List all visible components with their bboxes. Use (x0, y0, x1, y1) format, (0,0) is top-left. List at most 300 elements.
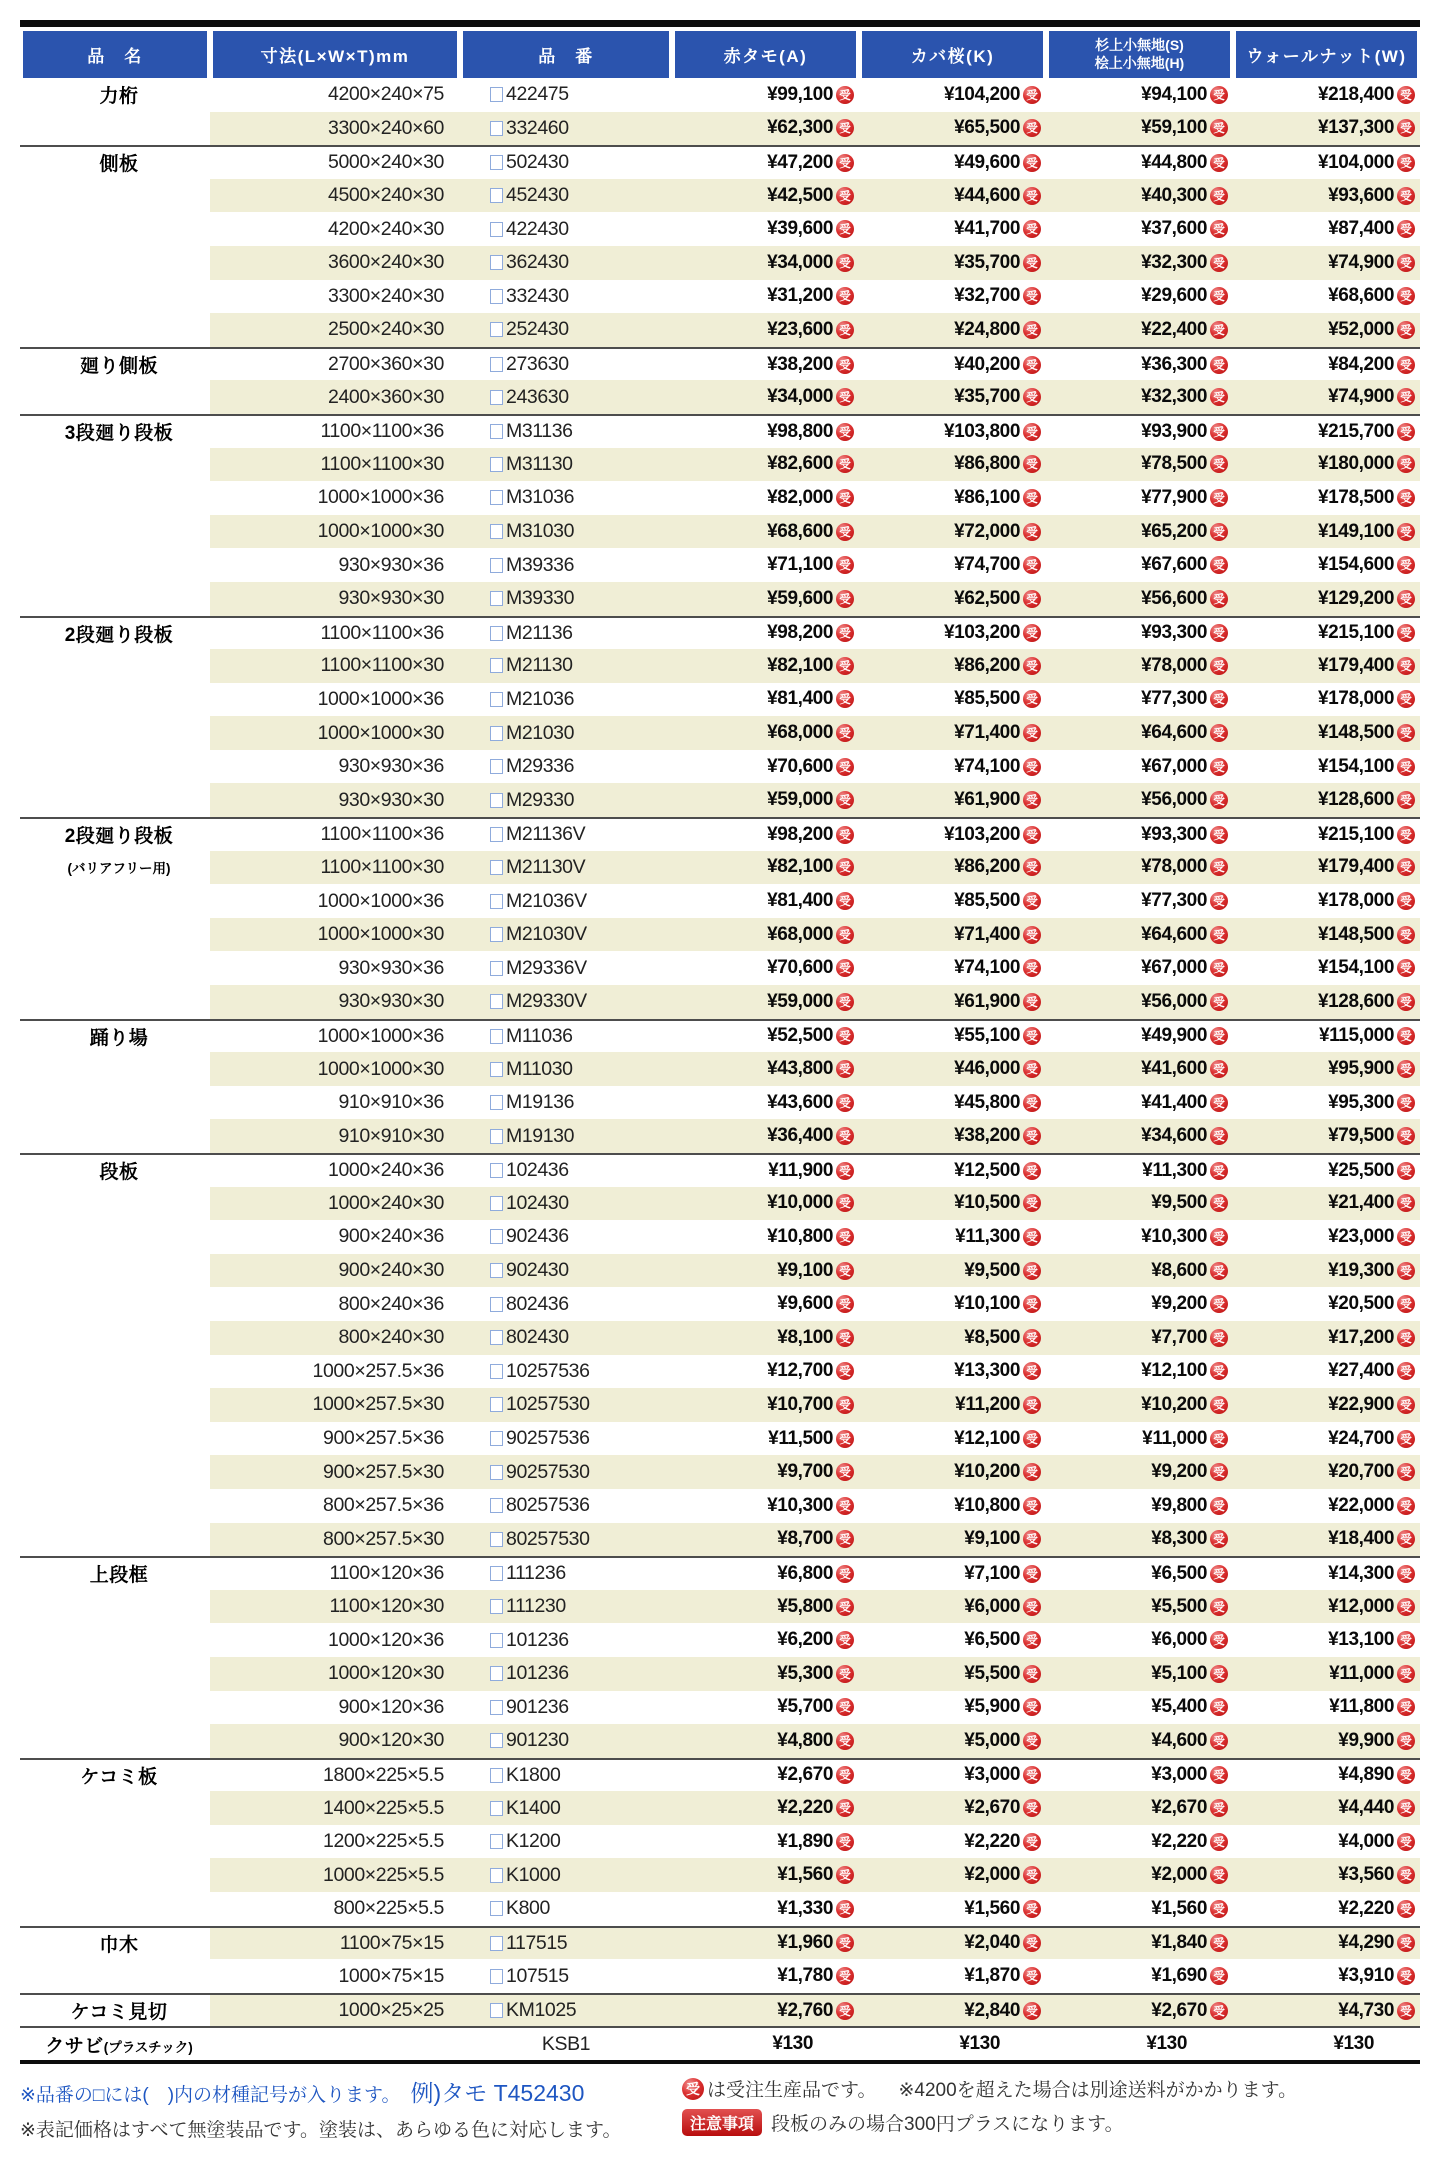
price-cell-walnut: ¥87,400 受 (1233, 212, 1420, 246)
made-to-order-badge: 受 (1210, 1565, 1228, 1583)
made-to-order-badge: 受 (1210, 1396, 1228, 1414)
price-cell-walnut: ¥115,000 受 (1233, 1021, 1420, 1053)
made-to-order-badge: 受 (1023, 1900, 1041, 1918)
price-cell-kabazakura: ¥103,200 受 (859, 819, 1046, 851)
product-name-cell (20, 1086, 210, 1120)
made-to-order-badge: 受 (1023, 1530, 1041, 1548)
price-cell-walnut: ¥52,000 受 (1233, 313, 1420, 347)
price-cell-walnut: ¥4,890 受 (1233, 1760, 1420, 1792)
table-row (20, 1489, 1420, 1523)
dimension-cell: 4200×240×30 (328, 217, 444, 240)
price-cell-kabazakura: ¥86,200 受 (859, 649, 1046, 683)
dimension-cell: 1800×225×5.5 (323, 1763, 444, 1786)
dimension-cell: 1100×1100×36 (320, 621, 444, 644)
made-to-order-badge: 受 (1023, 657, 1041, 675)
made-to-order-badge: 受 (1210, 187, 1228, 205)
made-to-order-badge: 受 (836, 590, 854, 608)
price-cell-sugi-hinoki: ¥41,400 受 (1046, 1086, 1233, 1120)
made-to-order-badge: 受 (1210, 1362, 1228, 1380)
made-to-order-badge: 受 (1210, 1027, 1228, 1045)
price-cell-sugi-hinoki: ¥34,600 受 (1046, 1119, 1233, 1153)
part-number-cell: KSB1 (541, 2032, 591, 2055)
made-to-order-badge: 受 (1210, 388, 1228, 406)
price-cell-akatamo: ¥81,400 受 (672, 683, 859, 717)
material-code-box-icon (490, 961, 503, 976)
made-to-order-badge: 受 (1397, 758, 1415, 776)
price-cell-sugi-hinoki: ¥5,100 受 (1046, 1657, 1233, 1691)
part-number-cell: M29336 (460, 750, 672, 784)
dimension-cell: 930×930×36 (338, 755, 444, 778)
price-cell-walnut: ¥4,730 受 (1233, 1995, 1420, 2027)
part-number-cell: 422475 (460, 78, 672, 112)
made-to-order-badge: 受 (836, 388, 854, 406)
made-to-order-badge: 受 (1023, 356, 1041, 374)
made-to-order-badge: 受 (1397, 926, 1415, 944)
made-to-order-badge: 受 (836, 1362, 854, 1380)
product-name: 巾木 (99, 1934, 139, 1956)
material-code-box-icon (490, 222, 503, 237)
made-to-order-badge: 受 (836, 2002, 854, 2020)
table-row (20, 1791, 1420, 1825)
price-cell-sugi-hinoki: ¥8,300 受 (1046, 1523, 1233, 1557)
made-to-order-badge: 受 (1023, 254, 1041, 272)
material-code-box-icon (490, 1666, 503, 1681)
material-code-box-icon (490, 927, 503, 942)
price-cell-kabazakura: ¥13,300 受 (859, 1355, 1046, 1389)
made-to-order-badge: 受 (1210, 1665, 1228, 1683)
product-name-cell (20, 179, 210, 213)
made-to-order-badge: 受 (1023, 892, 1041, 910)
table-row (20, 1187, 1420, 1221)
made-to-order-badge: 受 (1023, 321, 1041, 339)
table-row (20, 1455, 1420, 1489)
made-to-order-badge: 受 (1023, 287, 1041, 305)
table-row (20, 918, 1420, 952)
price-cell-kabazakura: ¥5,500 受 (859, 1657, 1046, 1691)
price-cell-kabazakura: ¥104,200 受 (859, 78, 1046, 112)
price-cell-akatamo: ¥12,700 受 (672, 1355, 859, 1389)
table-row (20, 750, 1420, 784)
made-to-order-badge: 受 (1397, 1934, 1415, 1952)
made-to-order-badge: 受 (1210, 1866, 1228, 1884)
made-to-order-badge: 受 (1023, 1127, 1041, 1145)
made-to-order-badge: 受 (836, 690, 854, 708)
price-cell-sugi-hinoki: ¥77,300 受 (1046, 683, 1233, 717)
table-row (20, 1556, 1420, 1590)
price-cell-sugi-hinoki: ¥78,000 受 (1046, 851, 1233, 885)
made-to-order-badge: 受 (1210, 1463, 1228, 1481)
made-to-order-badge: 受 (836, 321, 854, 339)
material-code-box-icon (490, 1566, 503, 1581)
price-cell-akatamo: ¥1,890 受 (672, 1825, 859, 1859)
price-cell-kabazakura: ¥9,100 受 (859, 1523, 1046, 1557)
price-cell-akatamo: ¥47,200 受 (672, 147, 859, 179)
made-to-order-badge: 受 (836, 1732, 854, 1750)
part-number-cell: K1000 (460, 1858, 672, 1892)
part-number-cell: KM1025 (460, 1995, 672, 2027)
table-row (20, 884, 1420, 918)
made-to-order-badge: 受 (1023, 220, 1041, 238)
product-name-cell (20, 481, 210, 515)
material-code-box-icon (490, 1633, 503, 1648)
table-body (20, 78, 1420, 2064)
part-number-cell: 243630 (460, 380, 672, 414)
made-to-order-badge: 受 (836, 86, 854, 104)
product-name-cell (20, 1623, 210, 1657)
price-cell-walnut: ¥218,400 受 (1233, 78, 1420, 112)
dimension-cell: 1000×225×5.5 (323, 1863, 444, 1886)
price-cell-walnut: ¥95,900 受 (1233, 1052, 1420, 1086)
table-row (20, 448, 1420, 482)
product-name-cell (20, 951, 210, 985)
dimension-cell: 1100×1100×36 (320, 420, 444, 443)
price-cell-walnut: ¥154,600 受 (1233, 548, 1420, 582)
price-cell-akatamo: ¥10,800 受 (672, 1220, 859, 1254)
product-name-cell (20, 548, 210, 582)
product-name-cell (20, 1489, 210, 1523)
part-number-cell: 111230 (460, 1590, 672, 1624)
price-cell-kabazakura: ¥71,400 受 (859, 918, 1046, 952)
price-cell-walnut: ¥178,000 受 (1233, 884, 1420, 918)
price-cell-akatamo: ¥43,800 受 (672, 1052, 859, 1086)
price-cell-sugi-hinoki: ¥1,840 受 (1046, 1928, 1233, 1960)
part-number-cell: M31136 (460, 416, 672, 448)
price-cell-walnut: ¥93,600 受 (1233, 179, 1420, 213)
made-to-order-badge: 受 (1023, 1799, 1041, 1817)
price-cell-walnut: ¥27,400 受 (1233, 1355, 1420, 1389)
price-cell-walnut: ¥180,000 受 (1233, 448, 1420, 482)
dimension-cell: 1000×240×36 (328, 1159, 444, 1182)
product-name-cell (20, 649, 210, 683)
made-to-order-badge: 受 (1397, 1530, 1415, 1548)
material-code-box-icon (490, 692, 503, 707)
made-to-order-badge: 受 (836, 1194, 854, 1212)
made-to-order-badge: 受 (1210, 2002, 1228, 2020)
product-name: 3段廻り段板 (64, 423, 174, 445)
product-name-cell (20, 147, 210, 179)
dimension-cell: 1000×75×15 (338, 1964, 444, 1987)
made-to-order-badge: 受 (1397, 1833, 1415, 1851)
price-cell-sugi-hinoki: ¥44,800 受 (1046, 147, 1233, 179)
price-cell-walnut: ¥3,560 受 (1233, 1858, 1420, 1892)
part-number-cell: 10257536 (460, 1355, 672, 1389)
price-cell-akatamo: ¥38,200 受 (672, 349, 859, 381)
part-number-cell: 117515 (460, 1928, 672, 1960)
material-code-box-icon (490, 1700, 503, 1715)
price-cell-kabazakura: ¥12,500 受 (859, 1155, 1046, 1187)
made-to-order-badge: 受 (1397, 1565, 1415, 1583)
part-number-cell: M31036 (460, 481, 672, 515)
made-to-order-badge: 受 (1023, 556, 1041, 574)
price-cell-kabazakura: ¥72,000 受 (859, 515, 1046, 549)
part-number-cell: 332430 (460, 280, 672, 314)
dimension-cell: 1100×75×15 (339, 1931, 444, 1954)
table-row (20, 1287, 1420, 1321)
made-to-order-badge: 受 (836, 993, 854, 1011)
price-cell-walnut: ¥9,900 受 (1233, 1724, 1420, 1758)
part-number-cell: 901236 (460, 1691, 672, 1725)
made-to-order-badge: 受 (1210, 657, 1228, 675)
made-to-order-badge: 受 (1397, 1799, 1415, 1817)
price-cell-kabazakura: ¥61,900 受 (859, 783, 1046, 817)
made-to-order-badge: 受 (836, 1430, 854, 1448)
dimension-cell: 1100×1100×30 (320, 452, 444, 475)
price-cell-sugi-hinoki: ¥67,600 受 (1046, 548, 1233, 582)
price-cell-sugi-hinoki: ¥64,600 受 (1046, 918, 1233, 952)
made-to-order-badge: 受 (1210, 321, 1228, 339)
price-cell-kabazakura: ¥35,700 受 (859, 246, 1046, 280)
price-cell-kabazakura: ¥2,040 受 (859, 1928, 1046, 1960)
made-to-order-badge: 受 (1210, 287, 1228, 305)
price-cell-sugi-hinoki: ¥36,300 受 (1046, 349, 1233, 381)
made-to-order-badge: 受 (1023, 1430, 1041, 1448)
part-number-cell: 10257530 (460, 1388, 672, 1422)
price-cell-kabazakura: ¥6,000 受 (859, 1590, 1046, 1624)
made-to-order-badge: 受 (836, 455, 854, 473)
price-cell-akatamo: ¥34,000 受 (672, 246, 859, 280)
price-cell-akatamo: ¥23,600 受 (672, 313, 859, 347)
price-cell-walnut: ¥148,500 受 (1233, 918, 1420, 952)
product-name-cell (20, 349, 210, 381)
dimension-cell: 900×120×36 (338, 1695, 444, 1718)
made-to-order-badge: 受 (1210, 1530, 1228, 1548)
made-to-order-badge: 受 (1210, 826, 1228, 844)
made-to-order-badge: 受 (1023, 826, 1041, 844)
made-to-order-badge: 受 (1023, 1362, 1041, 1380)
price-cell-sugi-hinoki: ¥40,300 受 (1046, 179, 1233, 213)
made-to-order-badge: 受 (1023, 119, 1041, 137)
product-name: ケコミ板 (80, 1766, 158, 1788)
price-cell-walnut: ¥215,100 受 (1233, 819, 1420, 851)
made-to-order-badge: 受 (1023, 187, 1041, 205)
top-rule (20, 20, 1420, 27)
table-row (20, 212, 1420, 246)
price-cell-walnut: ¥128,600 受 (1233, 783, 1420, 817)
price-cell-akatamo: ¥2,670 受 (672, 1760, 859, 1792)
product-name-cell (20, 2028, 210, 2060)
price-cell-kabazakura: ¥32,700 受 (859, 280, 1046, 314)
part-number-cell: 502430 (460, 147, 672, 179)
product-name-cell (20, 750, 210, 784)
price-cell-akatamo: ¥82,100 受 (672, 649, 859, 683)
product-name: クサビ (45, 2035, 104, 2057)
price-cell-kabazakura: ¥10,100 受 (859, 1287, 1046, 1321)
price-cell-walnut: ¥148,500 受 (1233, 716, 1420, 750)
unpainted-note: ※表記価格はすべて無塗装品です。塗装は、あらゆる色に対応します。 (20, 2120, 622, 2142)
price-cell-kabazakura: ¥103,200 受 (859, 618, 1046, 650)
price-cell-kabazakura: ¥2,220 受 (859, 1825, 1046, 1859)
made-to-order-badge: 受 (1023, 858, 1041, 876)
made-to-order-badge: 受 (836, 1698, 854, 1716)
material-code-box-icon (490, 1969, 503, 1984)
price-cell-sugi-hinoki: ¥22,400 受 (1046, 313, 1233, 347)
price-cell-kabazakura: ¥85,500 受 (859, 683, 1046, 717)
made-to-order-badge: 受 (1397, 1497, 1415, 1515)
dimension-cell: 800×257.5×30 (323, 1527, 444, 1550)
made-to-order-badge: 受 (1210, 154, 1228, 172)
price-cell-akatamo: ¥98,800 受 (672, 416, 859, 448)
price-cell-sugi-hinoki: ¥2,670 受 (1046, 1995, 1233, 2027)
part-number-cell: M21030 (460, 716, 672, 750)
table-row (20, 347, 1420, 381)
made-to-order-badge: 受 (836, 826, 854, 844)
product-name-cell (20, 1455, 210, 1489)
price-cell-akatamo: ¥6,800 受 (672, 1558, 859, 1590)
table-row (20, 616, 1420, 650)
material-code-box-icon (490, 1330, 503, 1345)
price-cell-akatamo: ¥1,780 受 (672, 1959, 859, 1993)
material-code-box-icon (490, 1801, 503, 1816)
made-to-order-badge: 受 (1397, 1060, 1415, 1078)
table-row (20, 1052, 1420, 1086)
price-cell-kabazakura: ¥74,100 受 (859, 750, 1046, 784)
part-number-cell: 80257530 (460, 1523, 672, 1557)
material-code-box-icon (490, 658, 503, 673)
product-name: 上段框 (89, 1565, 149, 1587)
made-to-order-badge: 受 (836, 119, 854, 137)
material-code-box-icon (490, 1532, 503, 1547)
table-row (20, 1355, 1420, 1389)
part-number-cell: 273630 (460, 349, 672, 381)
price-cell-kabazakura: ¥45,800 受 (859, 1086, 1046, 1120)
price-cell-kabazakura: ¥86,800 受 (859, 448, 1046, 482)
price-cell-kabazakura: ¥46,000 受 (859, 1052, 1046, 1086)
made-to-order-badge: 受 (1397, 1430, 1415, 1448)
table-row (20, 145, 1420, 179)
made-to-order-badge: 受 (1397, 892, 1415, 910)
price-cell-akatamo: ¥42,500 受 (672, 179, 859, 213)
price-cell-kabazakura: ¥62,500 受 (859, 582, 1046, 616)
table-row (20, 280, 1420, 314)
dimension-cell: 900×120×30 (338, 1729, 444, 1752)
price-cell-walnut: ¥21,400 受 (1233, 1187, 1420, 1221)
material-code-box-icon (490, 1364, 503, 1379)
price-cell-akatamo: ¥9,100 受 (672, 1254, 859, 1288)
price-cell-sugi-hinoki: ¥78,500 受 (1046, 448, 1233, 482)
product-name-cell (20, 246, 210, 280)
column-header: 寸法(L×W×T)mm (213, 31, 457, 78)
part-number-cell: K1800 (460, 1760, 672, 1792)
price-cell-sugi-hinoki: ¥56,600 受 (1046, 582, 1233, 616)
made-to-order-badge: 受 (1397, 220, 1415, 238)
made-to-order-badge: 受 (1397, 455, 1415, 473)
dimension-cell: 2700×360×30 (328, 353, 444, 376)
price-cell-kabazakura: ¥24,800 受 (859, 313, 1046, 347)
made-to-order-badge: 受 (1023, 1463, 1041, 1481)
price-cell-kabazakura: ¥6,500 受 (859, 1623, 1046, 1657)
table-row (20, 716, 1420, 750)
part-number-cell: M29336V (460, 951, 672, 985)
made-to-order-badge: 受 (1397, 1027, 1415, 1045)
part-number-cell: 101236 (460, 1657, 672, 1691)
dimension-cell: 1000×1000×36 (317, 687, 444, 710)
made-to-order-badge: 受 (1210, 1766, 1228, 1784)
product-name-cell (20, 1355, 210, 1389)
price-cell-walnut: ¥11,000 受 (1233, 1657, 1420, 1691)
made-to-order-badge: 受 (1397, 423, 1415, 441)
material-code-box-icon (490, 591, 503, 606)
price-cell-kabazakura: ¥55,100 受 (859, 1021, 1046, 1053)
made-to-order-badge: 受 (836, 959, 854, 977)
price-cell-sugi-hinoki: ¥67,000 受 (1046, 750, 1233, 784)
made-to-order-badge: 受 (1397, 1396, 1415, 1414)
made-to-order-badge: 受 (1397, 356, 1415, 374)
price-cell-kabazakura: ¥2,670 受 (859, 1791, 1046, 1825)
dimension-cell: 930×930×30 (338, 990, 444, 1013)
made-to-order-badge: 受 (1397, 1194, 1415, 1212)
price-cell-kabazakura: ¥5,000 受 (859, 1724, 1046, 1758)
price-cell-walnut: ¥179,400 受 (1233, 851, 1420, 885)
part-number-cell: M29330 (460, 783, 672, 817)
made-to-order-badge: 受 (836, 1295, 854, 1313)
table-row (20, 1388, 1420, 1422)
price-cell-kabazakura: ¥10,200 受 (859, 1455, 1046, 1489)
price-cell-walnut: ¥130 (1333, 2033, 1374, 2055)
table-row (20, 1086, 1420, 1120)
price-cell-sugi-hinoki: ¥93,900 受 (1046, 416, 1233, 448)
product-name-cell (20, 1995, 210, 2027)
made-to-order-badge: 受 (1397, 826, 1415, 844)
part-number-cell: M29330V (460, 985, 672, 1019)
made-to-order-badge: 受 (1210, 254, 1228, 272)
made-to-order-badge: 受 (1210, 1799, 1228, 1817)
price-cell-walnut: ¥215,700 受 (1233, 416, 1420, 448)
made-to-order-badge: 受 (836, 858, 854, 876)
price-cell-walnut: ¥79,500 受 (1233, 1119, 1420, 1153)
made-to-order-badge: 受 (1023, 1631, 1041, 1649)
price-cell-walnut: ¥4,440 受 (1233, 1791, 1420, 1825)
price-cell-walnut: ¥3,910 受 (1233, 1959, 1420, 1993)
part-number-cell: 332460 (460, 112, 672, 146)
material-code-box-icon (490, 322, 503, 337)
made-to-order-badge: 受 (1210, 1934, 1228, 1952)
made-to-order-badge: 受 (1023, 154, 1041, 172)
price-cell-akatamo: ¥4,800 受 (672, 1724, 859, 1758)
table-row (20, 515, 1420, 549)
dimension-cell: 1000×1000×36 (317, 889, 444, 912)
made-to-order-badge: 受 (836, 1060, 854, 1078)
made-to-order-badge: 受 (1397, 590, 1415, 608)
price-table (20, 20, 1420, 2064)
made-to-order-badge: 受 (836, 1127, 854, 1145)
price-cell-walnut: ¥12,000 受 (1233, 1590, 1420, 1624)
column-header: 赤タモ(A) (675, 31, 856, 78)
price-cell-walnut: ¥14,300 受 (1233, 1558, 1420, 1590)
price-cell-sugi-hinoki: ¥77,300 受 (1046, 884, 1233, 918)
price-cell-akatamo: ¥71,100 受 (672, 548, 859, 582)
table-row (20, 1590, 1420, 1624)
price-cell-sugi-hinoki: ¥77,900 受 (1046, 481, 1233, 515)
order-legend (682, 2075, 1420, 2102)
made-to-order-badge: 受 (1210, 455, 1228, 473)
dimension-cell: 1100×1100×36 (320, 823, 444, 846)
price-cell-sugi-hinoki: ¥37,600 受 (1046, 212, 1233, 246)
made-to-order-badge: 受 (1210, 1262, 1228, 1280)
product-name-cell (20, 1155, 210, 1187)
made-to-order-badge: 受 (1397, 388, 1415, 406)
caution (682, 2109, 1420, 2136)
price-cell-akatamo: ¥62,300 受 (672, 112, 859, 146)
made-to-order-badge: 受 (1210, 1295, 1228, 1313)
product-name-cell (20, 1657, 210, 1691)
product-name-cell (20, 1220, 210, 1254)
made-to-order-badge: 受 (1397, 1766, 1415, 1784)
price-cell-akatamo: ¥98,200 受 (672, 618, 859, 650)
product-name: 2段廻り段板 (64, 624, 174, 646)
price-cell-kabazakura: ¥40,200 受 (859, 349, 1046, 381)
made-to-order-badge: 受 (836, 1396, 854, 1414)
made-to-order-badge: 受 (1210, 1598, 1228, 1616)
